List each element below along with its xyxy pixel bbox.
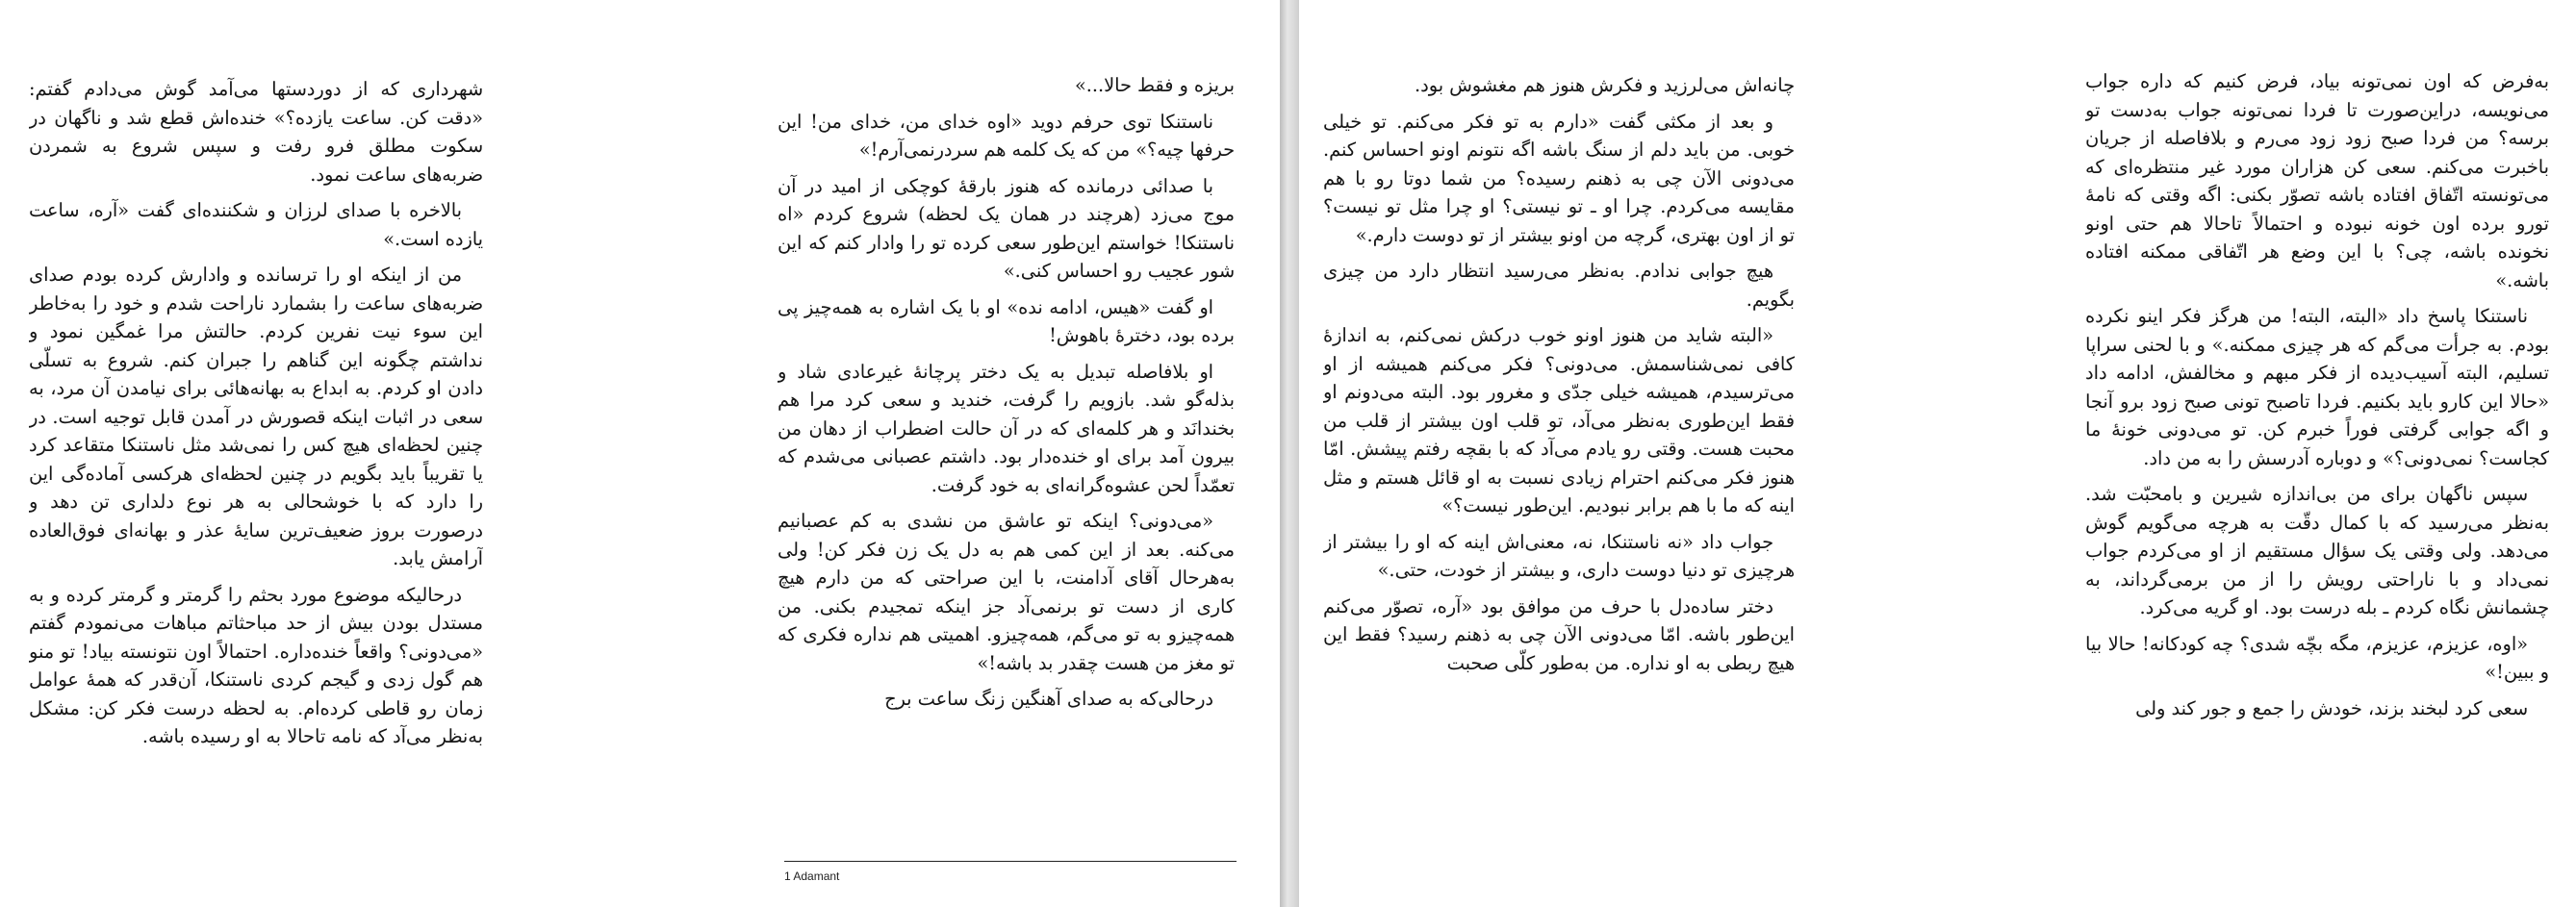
paragraph: او گفت «هیس، ادامه نده» او با یک اشاره به همه‌چیز پی برده بود، دخترهٔ باهوش! (778, 295, 1235, 346)
paragraph: با صدائی درمانده که هنوز بارقهٔ کوچکی از امید در آن موج می‌زد (هرچند در همان یک لحظه) شروع کردم «اه ناستنکا! خواستم این‌طور سعی کرده تو را وادار کنم که این شور عجیب رو احساس کنی.» (778, 174, 1235, 282)
paragraph: شهرداری که از دوردستها می‌آمد گوش می‌دادم گفتم: «دقت کن. ساعت یازده؟» خنده‌اش قطع شد و ناگهان در سکوت مطلق فرو رفت و سپس شروع به شمردن ضربه‌های ساعت نمود. (29, 78, 483, 186)
paragraph: هیچ جوابی ندادم. به‌نظر می‌رسید انتظار دارد من چیزی بگویم. (1323, 260, 1795, 311)
paragraph: بالاخره با صدای لرزان و شکننده‌ای گفت «آره، ساعت یازده است.» (29, 199, 483, 250)
paragraph: سعی کرد لبخند بزند، خودش را جمع و جور کند ولی (2135, 696, 2528, 719)
paragraph: «اوه، عزیزم، عزیزم، مگه بچّه شدی؟ چه کودکانه! حالا بیا و ببین!» (2085, 632, 2549, 683)
paragraph: به‌فرض که اون نمی‌تونه بیاد، فرض کنیم که داره جواب می‌نویسه، دراین‌صورت تا فردا نمی‌تونه جواب به‌دست تو برسه؟ من فردا صبح زود زود می‌رم و بلافاصله از جریان باخبرت می‌کنم. سعی کن هزاران مورد غیر منتظره‌ای که می‌تونسته اتّفاق افتاده باشه تصوّر بکنی: اگه وقتی که نامهٔ تورو برده اون خونه نبوده و احتمالاً تاحالا هم حتی اونو نخونده باشه، چی؟ با این وضع هر اتّفاقی ممکنه افتاده باشه.» (2085, 70, 2549, 291)
paragraph: ناستنکا توی حرفم دوید «اوه خدای من، خدای من! این حرفها چیه؟» من که یک کلمه هم سردرنمی‌آرم!» (778, 110, 1235, 161)
left-page-spread (0, 0, 1280, 907)
paragraph: درحالیکه موضوع مورد بحثم را گرمتر و گرمتر کرده و به مستدل بودن بیش از حد مباحثاتم مباهات می‌نمودم گفتم «می‌دونی؟ واقعاً خنده‌داره. احتمالاً اون نتونسته بیاد! تو منو هم گول زدی و گیجم کردی ناستنکا، آن‌قدر که همهٔ عوامل زمان رو قاطی کرده‌ام. به لحظه درست فکر کن: مشکل به‌نظر می‌آد که نامه تاحالا به او رسیده باشه. (29, 583, 483, 747)
text-column-1 (29, 75, 483, 759)
paragraph: جواب داد «نه ناستنکا، نه، معنی‌اش اینه که او را بیشتر از هرچیزی تو دنیا دوست داری، و بیشتر از خودت، حتی.» (1323, 530, 1795, 581)
paragraph: دختر ساده‌دل با حرف من موافق بود «آره، تصوّر می‌کنم این‌طور باشه. امّا می‌دونی الآن چی به ذهنم رسید؟ فقط این هیچ ربطی به او نداره. من به‌طور کلّی صحبت (1323, 594, 1795, 674)
footnote-divider (784, 861, 1237, 862)
text-column-3 (1323, 71, 1795, 685)
book-gutter (1280, 0, 1299, 907)
paragraph: «البته شاید من هنوز اونو خوب درکش نمی‌کنم، به اندازهٔ کافی نمی‌شناسمش. می‌دونی؟ فکر می‌کنم همیشه از او می‌ترسیدم، همیشه خیلی جدّی و مغرور بود. البته می‌دونم او فقط این‌طوری به‌نظر می‌آد، تو قلب اون بیشتر از قلب من محبت هست. وقتی رو یادم می‌آد که با بقچه رفتم پیشش. امّا هنوز فکر می‌کنم احترام زیادی نسبت به او قائل هستم و مثل اینه که ما با هم برابر نبودیم. این‌طور نیست؟» (1323, 324, 1795, 516)
paragraph: «می‌دونی؟ اینکه تو عاشق من نشدی به کم عصبانیم می‌کنه. بعد از این کمی هم به دل یک زن فکر کن! ولی به‌هرحال آقای آدامنت، با این صراحتی که من دارم هیچ کاری از دست تو برنمی‌آد جز اینکه تمجیدم بکنی. من همه‌چیزو به تو می‌گم، همه‌چیزو. اهمیتی هم نداره فکری که تو مغز من هست چقدر بد باشه!» (778, 510, 1235, 674)
paragraph: و بعد از مکثی گفت «دارم به تو فکر می‌کنم. تو خیلی خوبی. من باید دلم از سنگ باشه اگه نتونم اونو احساس کنم. می‌دونی الآن چی به ذهنم رسیده؟ من شما دوتا رو با هم مقایسه می‌کردم. چرا او ـ تو نیستی؟ او چرا مثل تو نیست؟ تو از اون بهتری، گرچه من اونو بیشتر از تو دوست دارم.» (1323, 110, 1795, 246)
footnote: 1 Adamant (784, 869, 840, 883)
paragraph: بریزه و فقط حالا...» (1074, 74, 1235, 96)
paragraph: او بلافاصله تبدیل به یک دختر پرچانهٔ غیرعادی شاد و بذله‌گو شد. بازویم را گرفت، خندید و سعی کرد مرا هم بخندانَد و هر کلمه‌ای که در آن حالت اضطراب از دهان من بیرون آمد برای او خنده‌دار بود. داشتم عصبانی می‌شدم که تعمّداً لحن عشوه‌گرانه‌ای به خود گرفت. (778, 360, 1235, 496)
paragraph: من از اینکه او را ترسانده و وادارش کرده بودم صدای ضربه‌های ساعت را بشمارد ناراحت شدم و خود را به‌خاطر این سوء نیت نفرین کردم. حالتش مرا غمگین نمود و نداشتم چگونه این گناهم را جبران کنم. شروع به تسلّی دادن او کردم. به ابداع به بهانه‌هائی برای نیامدن آن مرد، به سعی در اثبات اینکه قصورش در آمدن قابل توجیه است. در چنین لحظه‌ای هیچ کس را نمی‌شد مثل ناستنکا متقاعد کرد یا تقریباً باید بگویم در چنین لحظه‌ای هرکسی آماده‌گی این را دارد که با خوشحالی به هر نوع دلداری تن دهد و درصورت بروز ضعیف‌ترین سایهٔ عذر و بهانه‌ای فوق‌العاده آرامش یابد. (29, 264, 483, 569)
text-column-2 (778, 71, 1235, 721)
paragraph: سپس ناگهان برای من بی‌اندازه شیرین و بامحبّت شد. به‌نظر می‌رسید که با کمال دقّت به هرچه می‌گویم گوش می‌دهد. ولی وقتی یک سؤال مستقیم از او می‌کردم جواب نمی‌داد و با ناراحتی رویش را از من برمی‌گرداند، به چشمانش نگاه کردم ـ بله درست بود. او گریه می‌کرد. (2085, 483, 2549, 618)
paragraph: ناستنکا پاسخ داد «البته، البته! من هرگز فکر اینو نکرده بودم. به جرأت می‌گم که هر چیزی ممکنه.» و با لحنی سراپا تسلیم، البته آسیب‌دیده از فکر مبهم و مخالفش، ادامه داد «حالا این کارو باید بکنیم. فردا تاصبح تونی صبح زود برو آنجا و اگه جوابی گرفتی فوراً خبرم کن. تو می‌دونی خونهٔ ما کجاست؟ نمی‌دونی؟» و دوباره آدرسش را به من داد. (2085, 305, 2549, 469)
paragraph: درحالی‌که به صدای آهنگین زنگ ساعت برج (884, 688, 1213, 710)
paragraph: چانه‌اش می‌لرزید و فکرش هنوز هم مغشوش بود. (1415, 74, 1795, 96)
text-column-4 (2085, 67, 2549, 730)
right-page-spread (1299, 0, 2576, 907)
